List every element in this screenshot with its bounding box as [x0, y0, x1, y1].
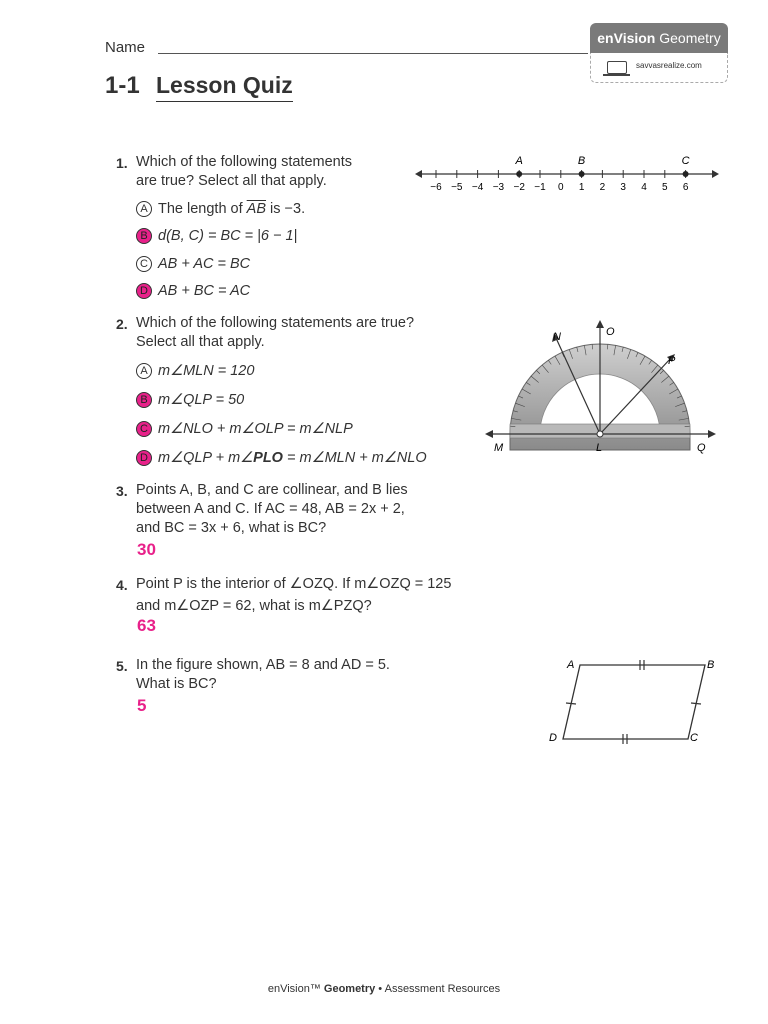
- footer-suffix: • Assessment Resources: [375, 983, 501, 995]
- number-line-tick-label: −5: [451, 182, 463, 193]
- q1-option-c-text: AB + AC = BC: [158, 256, 251, 272]
- question-4-line-1: Point P is the interior of ∠OZQ. If m∠OZQ = 125: [136, 576, 452, 592]
- number-line-tick-label: 0: [558, 182, 564, 193]
- q1-option-c[interactable]: [136, 256, 250, 272]
- question-1-text: [136, 153, 352, 191]
- q1-option-b-bubble[interactable]: B: [136, 228, 152, 244]
- number-line-tick-label: −3: [492, 182, 505, 193]
- q2-option-b-bubble[interactable]: B: [136, 392, 152, 408]
- name-label: Name: [105, 39, 146, 56]
- question-5-line-2: What is BC?: [136, 676, 217, 692]
- q2-option-a[interactable]: [136, 363, 254, 379]
- q1-option-a[interactable]: [136, 201, 305, 217]
- number-line-tick-label: 4: [641, 182, 647, 193]
- number-line-tick-label: 6: [682, 182, 689, 193]
- lesson-title: Lesson Quiz: [156, 72, 293, 102]
- question-5-line-1: In the figure shown, AB = 8 and AD = 5.: [136, 657, 390, 673]
- q2-option-d-bubble[interactable]: D: [136, 450, 152, 466]
- question-4-text: [136, 575, 451, 616]
- number-line-tick-label: 1: [578, 182, 585, 193]
- question-5-number: 5.: [116, 658, 128, 674]
- lesson-number: 1-1: [105, 72, 140, 99]
- question-4-line-2: and m∠OZP = 62, what is m∠PZQ?: [136, 598, 372, 614]
- label-p: P: [668, 355, 676, 367]
- q1-option-a-text: The length of $\overline{AB}$ is −3.: [158, 201, 306, 217]
- label-q: Q: [697, 442, 706, 454]
- q1-option-a-bubble[interactable]: A: [136, 201, 152, 217]
- footer-bold: Geometry: [323, 983, 376, 995]
- number-line-point-label: C: [681, 155, 690, 167]
- number-line-tick-label: −6: [430, 182, 442, 193]
- q2-option-b[interactable]: [136, 392, 244, 408]
- q1-option-c-bubble[interactable]: C: [136, 256, 152, 272]
- brand-logo: [590, 23, 728, 53]
- vertex-b: B: [707, 659, 715, 671]
- laptop-base-icon: [603, 74, 630, 76]
- parallelogram: [563, 665, 705, 739]
- question-1-number: 1.: [116, 155, 128, 171]
- question-3-line-1: Points A, B, and C are collinear, and B lies: [136, 482, 408, 498]
- label-m: M: [494, 442, 504, 454]
- q2-option-a-bubble[interactable]: A: [136, 363, 152, 379]
- q2-option-c-bubble[interactable]: C: [136, 421, 152, 437]
- question-4-number: 4.: [116, 577, 128, 593]
- number-line-tick-label: −4: [471, 182, 484, 193]
- question-3-line-2: between A and C. If AC = 48, AB = 2x + 2,: [136, 501, 405, 517]
- question-5-answer: 5: [137, 696, 147, 715]
- number-line-point-c: [683, 171, 689, 177]
- q2-option-c-text: m∠NLO + m∠OLP = m∠NLP: [158, 421, 353, 437]
- laptop-icon: [607, 61, 627, 74]
- q2-option-d-text: m∠QLP + m∠PLO = m∠MLN + m∠NLO: [158, 450, 427, 466]
- q2-option-c[interactable]: [136, 421, 353, 437]
- question-1-line-1: Which of the following statements: [136, 154, 352, 170]
- number-line: [415, 150, 720, 195]
- footer-prefix: enVision™: [267, 983, 324, 995]
- number-line-tick-label: 5: [662, 182, 668, 193]
- vertex-a: A: [567, 659, 575, 671]
- protractor-figure: [485, 318, 720, 458]
- question-3-answer: 30: [137, 540, 156, 559]
- q1-option-d[interactable]: [136, 283, 250, 299]
- question-3-text: [136, 481, 408, 538]
- number-line-point-a: [516, 171, 522, 177]
- q1-option-d-text: AB + BC = AC: [158, 283, 251, 299]
- question-1-line-2: are true? Select all that apply.: [136, 173, 327, 189]
- q1-option-d-bubble[interactable]: D: [136, 283, 152, 299]
- question-2-number: 2.: [116, 316, 128, 332]
- q1-option-b-text: d(B, C) = BC = |6 − 1|: [158, 228, 298, 244]
- number-line-point-b: [579, 171, 585, 177]
- q2-option-a-text: m∠MLN = 120: [158, 363, 255, 379]
- q2-option-d[interactable]: [136, 450, 427, 466]
- question-3-number: 3.: [116, 483, 128, 499]
- parallelogram-figure: [545, 655, 720, 750]
- question-5-text: [136, 656, 390, 694]
- name-field[interactable]: [158, 53, 588, 54]
- label-n: N: [553, 331, 561, 343]
- number-line-tick-label: −2: [513, 182, 525, 193]
- vertex-d: D: [549, 732, 557, 744]
- question-3-line-3: and BC = 3x + 6, what is BC?: [136, 520, 327, 536]
- number-line-point-label: B: [577, 155, 586, 167]
- number-line-tick-label: −1: [534, 182, 546, 193]
- q2-option-b-text: m∠QLP = 50: [158, 392, 245, 408]
- website-link[interactable]: savvasrealize.com: [636, 61, 702, 70]
- brand-prefix: enVision: [597, 30, 656, 46]
- question-2-line-1: Which of the following statements are true?: [136, 315, 415, 331]
- brand-suffix: Geometry: [659, 30, 721, 46]
- footer: [0, 983, 768, 995]
- vertex-c: C: [690, 732, 698, 744]
- label-l: L: [596, 442, 603, 454]
- question-4-answer: 63: [137, 616, 156, 635]
- number-line-tick-label: 3: [620, 182, 626, 193]
- question-2-text: [136, 314, 414, 352]
- question-2-line-2: Select all that apply.: [136, 334, 265, 350]
- number-line-tick-label: 2: [599, 182, 606, 193]
- q1-option-b[interactable]: [136, 228, 297, 244]
- label-o: O: [606, 326, 615, 338]
- number-line-point-label: A: [515, 155, 523, 167]
